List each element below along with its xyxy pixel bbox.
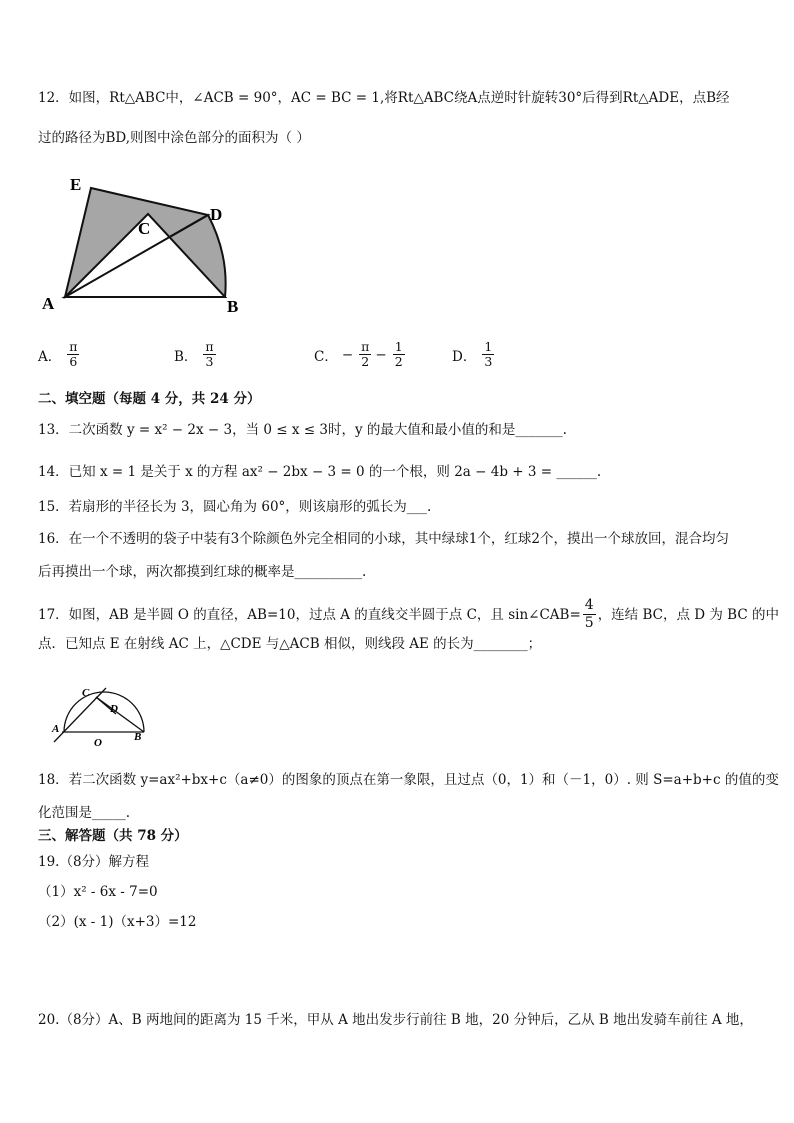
- label-d: D: [210, 205, 223, 224]
- q20-text: 20.（8分）A、B 两地间的距离为 15 千米，甲从 A 地出发步行前往 B 地，20 分钟后，乙从 B 地出发骑车前往 A 地，: [38, 1012, 753, 1028]
- label-b: B: [134, 731, 142, 743]
- q12-option-a[interactable]: A． $\frac{\pi}{6}$: [38, 339, 78, 369]
- q13-text: 13．二次函数 y = x² − 2x − 3，当 0 ≤ x ≤ 3时，y 的最大值和最小值的和是_______.: [38, 422, 567, 438]
- segment-bc: [96, 697, 144, 732]
- q12-figure: [38, 170, 258, 320]
- label-e: E: [70, 175, 82, 194]
- label-c: C: [82, 687, 90, 699]
- q17-line2: 点．已知点 E 在射线 AC 上，△CDE 与△ACB 相似，则线段 AE 的长为________；: [38, 636, 542, 652]
- label-d: D: [110, 703, 118, 715]
- label-b: B: [227, 297, 239, 316]
- q12-option-c[interactable]: C． − $\frac{\pi}{2}$ − $\frac{1}{2}$: [314, 339, 403, 369]
- line-through-a: [54, 688, 106, 742]
- label-a: A: [52, 723, 60, 735]
- q12-option-b[interactable]: B． $\frac{\pi}{3}$: [174, 339, 214, 369]
- q12-line1: 12．如图，Rt△ABC中，∠ACB = 90°，AC = BC = 1,将Rt△ABC绕A点逆时针旋转30°后得到Rt△ADE，点B经: [38, 90, 730, 106]
- q17-line1: 17．如图，AB 是半圆 O 的直径，AB=10，过点 A 的直线交半圆于点 C，且 sin∠CAB= $\frac{4}{5}$ ，连结 BC，点 D 为 BC 的中: [38, 597, 779, 631]
- label-c: C: [138, 219, 151, 238]
- q14-text: 14．已知 x = 1 是关于 x 的方程 ax² − 2bx − 3 = 0 的一个根，则 2a − 4b + 3 = ______.: [38, 464, 602, 480]
- q19-part1: （1）x² - 6x - 7=0: [38, 884, 158, 900]
- section-title-fill-in: 二、填空题（每题 4 分，共 24 分）: [38, 391, 261, 407]
- section-title-solutions: 三、解答题（共 78 分）: [38, 828, 188, 844]
- semicircle-arc: [64, 692, 144, 732]
- q17-figure: [44, 680, 154, 750]
- label-a: A: [42, 294, 55, 313]
- q18-line1: 18．若二次函数 y=ax²+bx+c（a≠0）的图象的顶点在第一象限，且过点（0，1）和（－1，0）. 则 S=a+b+c 的值的变: [38, 772, 779, 788]
- q15-text: 15．若扇形的半径长为 3，圆心角为 60°，则该扇形的弧长为___.: [38, 499, 432, 515]
- q12-option-d[interactable]: D． $\frac{1}{3}$: [452, 339, 493, 369]
- q19-title: 19.（8分）解方程: [38, 854, 150, 870]
- q12-line2: 过的路径为BD,则图中涂色部分的面积为（ ）: [38, 130, 310, 146]
- q16-line2: 后再摸出一个球，两次都摸到红球的概率是__________.: [38, 564, 367, 580]
- q17-fraction: $\frac{4}{5}$: [584, 597, 594, 631]
- q16-line1: 16．在一个不透明的袋子中装有3个除颜色外完全相同的小球，其中绿球1个，红球2个，摸出一个球放回，混合均匀: [38, 531, 729, 547]
- q18-line2: 化范围是_____.: [38, 805, 131, 821]
- label-o: O: [94, 737, 102, 749]
- q19-part2: （2）(x - 1)（x+3）=12: [38, 914, 197, 930]
